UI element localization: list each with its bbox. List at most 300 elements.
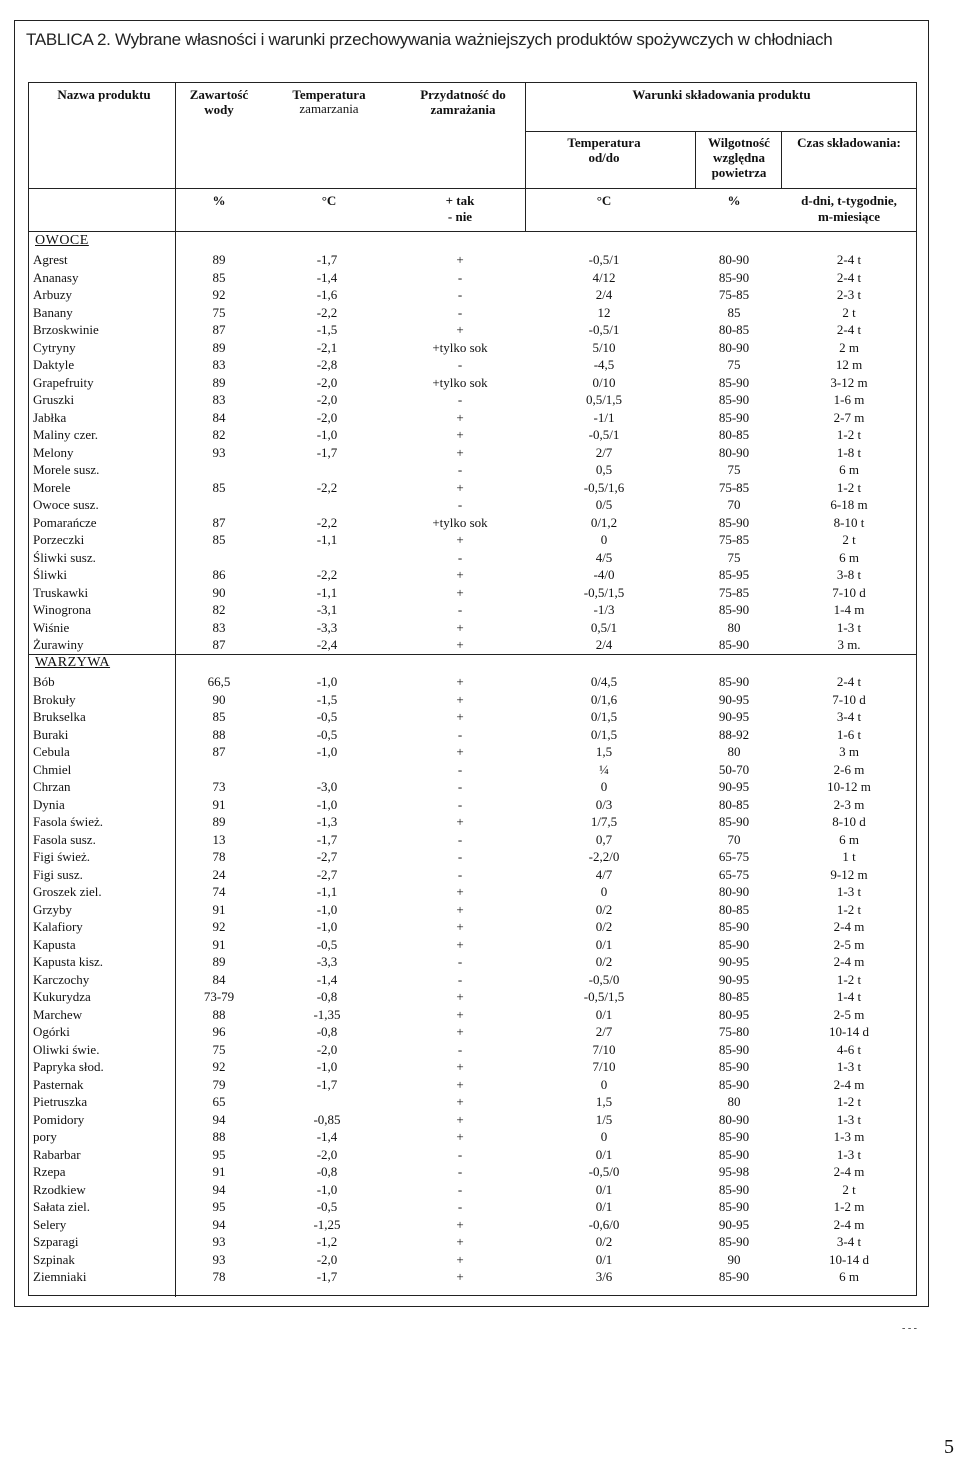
- cell-humidity: 80-85: [718, 427, 750, 442]
- cell-product: Brukselka: [33, 709, 86, 724]
- cell-storage-time: 10-14 d: [828, 1251, 870, 1267]
- cell-freezing-temp: -0,8: [316, 1024, 338, 1039]
- cell-freezing-temp: -1,3: [316, 814, 338, 829]
- table-row: [29, 673, 916, 691]
- cell-freezing-temp: -1,0: [316, 1181, 338, 1197]
- cell-storage-time: 2-4 m: [833, 1164, 865, 1179]
- cell-storage-time: 6 m: [839, 1269, 859, 1284]
- cell-water: 73: [212, 779, 226, 794]
- cell-storage-time: 1-2 m: [833, 1199, 865, 1214]
- cell-suitability: -: [457, 497, 463, 512]
- cell-storage-temp: -0,5/1: [588, 427, 620, 442]
- cell-suitability: +tylko sok: [432, 514, 488, 530]
- cell-water: 24: [212, 866, 226, 882]
- cell-humidity: 90: [727, 1251, 741, 1267]
- cell-product: Ogórki: [33, 1024, 70, 1039]
- cell-suitability: +: [456, 1234, 464, 1249]
- cell-product: Wiśnie: [33, 619, 70, 635]
- cell-product: Fasola susz.: [33, 831, 96, 847]
- cell-humidity: 85-90: [718, 1129, 750, 1144]
- cell-product: Chrzan: [33, 779, 71, 794]
- cell-product: Buraki: [33, 726, 69, 742]
- cell-freezing-temp: -3,1: [316, 602, 338, 617]
- cell-suitability: +tylko sok: [432, 374, 488, 390]
- cell-storage-temp: -0,5/0: [588, 1164, 620, 1179]
- cell-storage-temp: 0/1,6: [590, 691, 618, 707]
- table-row: [29, 549, 916, 567]
- cell-freezing-temp: -2,0: [316, 1146, 338, 1162]
- cell-product: Kukurydza: [33, 989, 91, 1004]
- cell-humidity: 85-90: [718, 1146, 750, 1162]
- cell-storage-time: 1-3 t: [836, 884, 862, 899]
- cell-water: 78: [212, 849, 226, 864]
- header-freezing-temp-sub: zamarzania: [299, 101, 359, 116]
- cell-storage-time: 8-10 t: [833, 514, 865, 530]
- cell-freezing-temp: -0,85: [313, 1111, 341, 1127]
- unit-freezing-temp: °C: [321, 193, 337, 208]
- cell-water: 85: [212, 269, 226, 285]
- cell-freezing-temp: -0,5: [316, 936, 338, 952]
- cell-suitability: -: [457, 1199, 463, 1214]
- cell-suitability: +: [456, 532, 464, 547]
- cell-storage-temp: -0,5/1,5: [583, 584, 625, 600]
- cell-storage-temp: -1/3: [593, 602, 615, 617]
- cell-humidity: 85-90: [718, 602, 750, 617]
- cell-water: 13: [212, 831, 226, 847]
- cell-product: Rabarbar: [33, 1146, 81, 1162]
- cell-product: Rzepa: [33, 1164, 66, 1179]
- cell-humidity: 80-95: [718, 1006, 750, 1022]
- cell-humidity: 75: [727, 549, 741, 565]
- cell-water: 89: [212, 954, 226, 969]
- cell-storage-time: 3-4 t: [836, 1234, 862, 1249]
- cell-suitability: -: [457, 462, 463, 477]
- table-row: [29, 584, 916, 602]
- cell-suitability: -: [457, 761, 463, 777]
- cell-storage-temp: 0,7: [595, 831, 613, 847]
- cell-storage-temp: 0: [600, 1129, 608, 1144]
- table-row: [29, 426, 916, 444]
- cell-suitability: -: [457, 357, 463, 372]
- cell-suitability: -: [457, 796, 463, 812]
- cell-freezing-temp: -3,3: [316, 954, 338, 969]
- cell-suitability: +: [456, 674, 464, 689]
- cell-storage-temp: 0: [600, 1076, 608, 1092]
- cell-water: 88: [212, 1129, 226, 1144]
- cell-humidity: 95-98: [718, 1164, 750, 1179]
- header-storage-temp: Temperatura od/do: [567, 135, 641, 165]
- cell-product: Śliwki: [33, 567, 67, 582]
- cell-humidity: 80-90: [718, 884, 750, 899]
- cell-storage-time: 3 m.: [837, 637, 861, 652]
- cell-suitability: +: [456, 1076, 464, 1092]
- cell-storage-temp: -4,5: [593, 357, 615, 372]
- cell-storage-time: 2-3 m: [833, 796, 865, 812]
- cell-humidity: 90-95: [718, 971, 750, 987]
- cell-suitability: -: [457, 849, 463, 864]
- cell-storage-temp: 5/10: [592, 339, 616, 355]
- table-row: [29, 356, 916, 374]
- cell-water: 92: [212, 287, 226, 302]
- cell-humidity: 85-90: [718, 936, 750, 952]
- cell-suitability: +: [456, 584, 464, 600]
- cell-storage-time: 6 m: [839, 549, 859, 565]
- table-row: [29, 1198, 916, 1216]
- cell-storage-time: 2-4 t: [836, 674, 862, 689]
- column-divider: [525, 83, 526, 231]
- cell-freezing-temp: -2,4: [316, 637, 338, 652]
- cell-storage-time: 2 t: [842, 304, 856, 320]
- cell-suitability: +: [456, 1006, 464, 1022]
- table-row: [29, 479, 916, 497]
- cell-suitability: -: [457, 269, 463, 285]
- cell-product: Karczochy: [33, 971, 90, 987]
- cell-humidity: 80-90: [718, 444, 750, 460]
- cell-suitability: -: [457, 602, 463, 617]
- cell-product: Rzodkiew: [33, 1181, 86, 1197]
- cell-water: 85: [212, 479, 226, 495]
- table-row: [29, 901, 916, 919]
- cell-storage-temp: 12: [597, 304, 611, 320]
- cell-water: 66,5: [207, 674, 231, 689]
- cell-freezing-temp: -1,2: [316, 1234, 338, 1249]
- cell-humidity: 85-90: [718, 674, 750, 689]
- table-row: [29, 918, 916, 936]
- cell-humidity: 65-75: [718, 849, 750, 864]
- cell-product: Brokuły: [33, 691, 76, 707]
- cell-suitability: -: [457, 866, 463, 882]
- cell-storage-temp: ¼: [599, 761, 609, 777]
- table-row: [29, 883, 916, 901]
- table-caption: TABLICA 2. Wybrane własności i warunki przechowywania ważniejszych produktów spożywczych w chłodniach: [26, 30, 833, 49]
- table-row: [29, 971, 916, 989]
- cell-suitability: +: [456, 884, 464, 899]
- cell-freezing-temp: -1,0: [316, 744, 338, 759]
- cell-humidity: 85-90: [718, 374, 750, 390]
- cell-product: Banany: [33, 304, 73, 320]
- cell-humidity: 85-90: [718, 514, 750, 530]
- cell-humidity: 85-90: [718, 1059, 750, 1074]
- cell-storage-temp: 0/2: [595, 1234, 613, 1249]
- cell-product: Gruszki: [33, 392, 75, 407]
- cell-water: 96: [212, 1024, 226, 1039]
- cell-water: 75: [212, 1041, 226, 1057]
- cell-storage-time: 1-3 m: [833, 1129, 865, 1144]
- table-row: [29, 778, 916, 796]
- cell-water: 91: [212, 796, 226, 812]
- cell-suitability: +: [456, 936, 464, 952]
- cell-suitability: -: [457, 971, 463, 987]
- cell-product: Śliwki susz.: [33, 549, 96, 565]
- table-row: [29, 339, 916, 357]
- cell-product: Jabłka: [33, 409, 67, 425]
- cell-storage-temp: 0: [600, 532, 608, 547]
- cell-storage-time: 2-4 m: [833, 919, 865, 934]
- cell-humidity: 75: [727, 462, 741, 477]
- cell-humidity: 70: [727, 497, 741, 512]
- cell-storage-time: 1-4 t: [836, 989, 862, 1004]
- table-row: [29, 691, 916, 709]
- table-row: [29, 286, 916, 304]
- cell-water: 95: [212, 1146, 226, 1162]
- cell-storage-time: 2 t: [842, 1181, 856, 1197]
- cell-suitability: +: [456, 744, 464, 759]
- cell-product: Papryka słod.: [33, 1059, 104, 1074]
- cell-storage-temp: 0/1: [595, 1251, 613, 1267]
- cell-product: Cytryny: [33, 339, 76, 355]
- cell-freezing-temp: -2,7: [316, 849, 338, 864]
- cell-freezing-temp: -0,8: [316, 989, 338, 1004]
- cell-storage-time: 10-14 d: [828, 1024, 870, 1039]
- cell-storage-temp: 7/10: [592, 1059, 616, 1074]
- cell-humidity: 90-95: [718, 779, 750, 794]
- cell-humidity: 75: [727, 357, 741, 372]
- table-row: [29, 391, 916, 409]
- cell-humidity: 85-90: [718, 269, 750, 285]
- cell-freezing-temp: -2,2: [316, 304, 338, 320]
- table-row: [29, 831, 916, 849]
- table-row: [29, 1041, 916, 1059]
- cell-water: 73-79: [203, 989, 235, 1004]
- cell-storage-time: 2-4 m: [833, 954, 865, 969]
- cell-storage-temp: 0/1: [595, 936, 613, 952]
- cell-storage-time: 6 m: [839, 462, 859, 477]
- cell-storage-temp: 2/4: [595, 287, 613, 302]
- cell-storage-time: 3-12 m: [830, 374, 868, 390]
- cell-storage-temp: 2/7: [595, 444, 613, 460]
- cell-product: Daktyle: [33, 357, 75, 372]
- cell-humidity: 90-95: [718, 1216, 750, 1232]
- cell-product: Ananasy: [33, 269, 79, 285]
- cell-freezing-temp: -0,5: [316, 1199, 338, 1214]
- cell-storage-time: 1-2 t: [836, 1094, 862, 1109]
- cell-humidity: 85-95: [718, 567, 750, 582]
- cell-storage-temp: 0/1,5: [590, 709, 618, 724]
- cell-storage-time: 2-7 m: [833, 409, 865, 425]
- cell-product: Figi susz.: [33, 866, 83, 882]
- cell-freezing-temp: -1,7: [316, 1076, 338, 1092]
- cell-suitability: +: [456, 1094, 464, 1109]
- cell-storage-time: 7-10 d: [832, 584, 866, 600]
- cell-suitability: +: [456, 1059, 464, 1074]
- cell-storage-temp: 0/2: [595, 954, 613, 969]
- cell-storage-time: 7-10 d: [832, 691, 866, 707]
- cell-humidity: 65-75: [718, 866, 750, 882]
- section-divider: [29, 654, 916, 655]
- cell-storage-time: 12 m: [835, 357, 863, 372]
- cell-storage-temp: -2,2/0: [588, 849, 620, 864]
- properties-table: [28, 82, 917, 1296]
- table-row: [29, 743, 916, 761]
- cell-humidity: 85-90: [718, 1181, 750, 1197]
- cell-water: 91: [212, 901, 226, 917]
- cell-product: Porzeczki: [33, 532, 85, 547]
- cell-storage-temp: 1/7,5: [590, 814, 618, 829]
- table-row: [29, 601, 916, 619]
- cell-humidity: 85-90: [718, 1234, 750, 1249]
- cell-product: Agrest: [33, 252, 68, 267]
- cell-storage-time: 2-4 t: [836, 269, 862, 285]
- cell-product: Dynia: [33, 796, 65, 812]
- cell-storage-temp: 0/1: [595, 1181, 613, 1197]
- cell-water: 86: [212, 567, 226, 582]
- cell-water: 74: [212, 884, 226, 899]
- cell-storage-time: 1-2 t: [836, 479, 862, 495]
- cell-humidity: 80-90: [718, 1111, 750, 1127]
- cell-humidity: 80-85: [718, 322, 750, 337]
- cell-storage-time: 2-4 t: [836, 322, 862, 337]
- cell-suitability: +: [456, 1216, 464, 1232]
- cell-humidity: 80-85: [718, 901, 750, 917]
- cell-humidity: 90-95: [718, 709, 750, 724]
- cell-storage-time: 2-6 m: [833, 761, 865, 777]
- cell-storage-temp: 4/12: [592, 269, 616, 285]
- cell-humidity: 90-95: [718, 691, 750, 707]
- cell-storage-time: 2-4 m: [833, 1216, 865, 1232]
- cell-humidity: 85-90: [718, 392, 750, 407]
- cell-water: 87: [212, 322, 226, 337]
- cell-freezing-temp: -2,1: [316, 339, 338, 355]
- cell-storage-time: 2-5 m: [833, 936, 865, 952]
- cell-suitability: +: [456, 709, 464, 724]
- cell-storage-temp: 3/6: [595, 1269, 613, 1284]
- cell-product: Morele susz.: [33, 462, 100, 477]
- cell-suitability: +: [456, 691, 464, 707]
- cell-humidity: 85-90: [718, 409, 750, 425]
- page-number: 5: [944, 1436, 954, 1458]
- cell-storage-time: 2 m: [839, 339, 859, 355]
- cell-humidity: 80-85: [718, 796, 750, 812]
- cell-freezing-temp: -0,5: [316, 709, 338, 724]
- cell-suitability: +: [456, 619, 464, 635]
- cell-humidity: 75-80: [718, 1024, 750, 1039]
- cell-storage-temp: 0: [600, 884, 608, 899]
- cell-product: Bób: [33, 674, 55, 689]
- table-row: [29, 321, 916, 339]
- cell-suitability: +: [456, 252, 464, 267]
- cell-water: 82: [212, 602, 226, 617]
- unit-time-legend-2: m-miesiące: [817, 209, 881, 224]
- table-row: [29, 374, 916, 392]
- table-row: [29, 1233, 916, 1251]
- table-row: [29, 566, 916, 584]
- cell-suitability: +: [456, 1129, 464, 1144]
- cell-storage-temp: 0,5: [595, 462, 613, 477]
- cell-water: 94: [212, 1111, 226, 1127]
- cell-storage-time: 1-2 t: [836, 901, 862, 917]
- cell-product: Truskawki: [33, 584, 89, 600]
- cell-storage-time: 1-3 t: [836, 619, 862, 635]
- cell-storage-temp: -0,5/1,5: [583, 989, 625, 1004]
- cell-water: 90: [212, 584, 226, 600]
- cell-product: Pietruszka: [33, 1094, 88, 1109]
- cell-storage-temp: 0,5/1,5: [585, 392, 623, 407]
- cell-storage-temp: -1/1: [593, 409, 615, 425]
- cell-water: 87: [212, 744, 226, 759]
- cell-storage-time: 2-4 t: [836, 252, 862, 267]
- cell-suitability: +: [456, 814, 464, 829]
- cell-storage-temp: 0/1,2: [590, 514, 618, 530]
- cell-water: 88: [212, 1006, 226, 1022]
- table-row: [29, 1163, 916, 1181]
- table-row: [29, 269, 916, 287]
- table-row: [29, 1006, 916, 1024]
- cell-water: 94: [212, 1216, 226, 1232]
- cell-storage-temp: 4/5: [595, 549, 613, 565]
- cell-storage-time: 1-6 t: [836, 726, 862, 742]
- cell-water: 91: [212, 936, 226, 952]
- cell-product: Owoce susz.: [33, 497, 99, 512]
- cell-freezing-temp: -0,8: [316, 1164, 338, 1179]
- unit-time-legend: d-dni, t-tygodnie,: [801, 193, 897, 208]
- cell-storage-temp: -4/0: [593, 567, 615, 582]
- cell-suitability: -: [457, 1146, 463, 1162]
- cell-water: 87: [212, 637, 226, 652]
- cell-water: 83: [212, 392, 226, 407]
- cell-storage-time: 4-6 t: [836, 1041, 862, 1057]
- cell-storage-temp: 0/3: [595, 796, 613, 812]
- cell-freezing-temp: -1,0: [316, 674, 338, 689]
- cell-water: 85: [212, 709, 226, 724]
- cell-suitability: -: [457, 726, 463, 742]
- cell-freezing-temp: -2,0: [316, 392, 338, 407]
- cell-product: Selery: [33, 1216, 67, 1232]
- cell-water: 92: [212, 1059, 226, 1074]
- table-row: [29, 1111, 916, 1129]
- table-row: [29, 636, 916, 654]
- cell-humidity: 80-85: [718, 989, 750, 1004]
- cell-water: 78: [212, 1269, 226, 1284]
- table-row: [29, 726, 916, 744]
- cell-humidity: 85-90: [718, 1076, 750, 1092]
- cell-water: 83: [212, 357, 226, 372]
- cell-storage-time: 1-4 m: [833, 602, 865, 617]
- table-row: [29, 531, 916, 549]
- table-row: [29, 514, 916, 532]
- unit-water: %: [212, 193, 226, 208]
- cell-suitability: -: [457, 1164, 463, 1179]
- cell-freezing-temp: -1,6: [316, 287, 338, 302]
- cell-product: Kalafiory: [33, 919, 83, 934]
- table-row: [29, 936, 916, 954]
- table-row: [29, 444, 916, 462]
- cell-freezing-temp: -1,1: [316, 884, 338, 899]
- cell-suitability: +: [456, 567, 464, 582]
- cell-storage-time: 8-10 d: [832, 814, 866, 829]
- cell-storage-temp: 0/1,5: [590, 726, 618, 742]
- cell-product: Ziemniaki: [33, 1269, 87, 1284]
- cell-water: 84: [212, 409, 226, 425]
- table-row: [29, 813, 916, 831]
- cell-suitability: -: [457, 1041, 463, 1057]
- cell-storage-time: 1-2 t: [836, 971, 862, 987]
- table-row: [29, 1181, 916, 1199]
- cell-freezing-temp: -2,2: [316, 479, 338, 495]
- cell-humidity: 75-85: [718, 532, 750, 547]
- cell-water: 82: [212, 427, 226, 442]
- table-row: [29, 988, 916, 1006]
- cell-product: Pomarańcze: [33, 514, 97, 530]
- cell-suitability: +: [456, 919, 464, 934]
- cell-freezing-temp: -2,0: [316, 1251, 338, 1267]
- cell-storage-time: 2-5 m: [833, 1006, 865, 1022]
- cell-product: Figi śwież.: [33, 849, 91, 864]
- cell-freezing-temp: -3,0: [316, 779, 338, 794]
- table-row: [29, 251, 916, 269]
- cell-freezing-temp: -1,4: [316, 971, 338, 987]
- cell-storage-temp: -0,5/0: [588, 971, 620, 987]
- cell-freezing-temp: -1,4: [316, 269, 338, 285]
